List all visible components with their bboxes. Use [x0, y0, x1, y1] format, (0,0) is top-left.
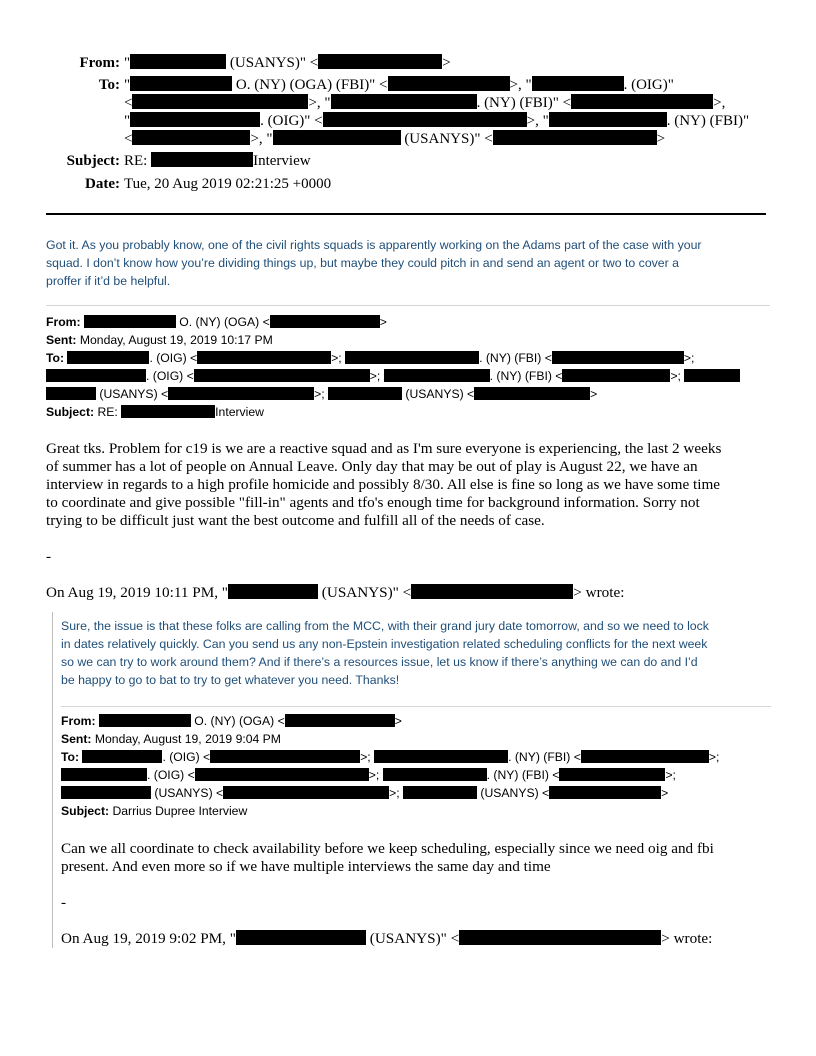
to-line: (USANYS) < >; (USANYS) < > — [46, 385, 740, 403]
message-body: Can we all coordinate to check availability before we keep scheduling, especially since we need oig and fbi present. And even more so if we have multiple interviews the same day and time — [61, 840, 714, 875]
signature-dash: - — [46, 548, 52, 565]
redaction — [411, 584, 573, 599]
redaction — [571, 94, 713, 109]
message-divider — [61, 706, 771, 707]
redaction — [559, 768, 665, 781]
redaction — [236, 930, 366, 945]
redaction — [130, 76, 232, 91]
to-line-3: " . (OIG)" < >, " . (NY) (FBI)" — [124, 113, 750, 129]
subject-label: Subject: — [66, 153, 120, 169]
redaction — [285, 714, 395, 727]
to-line-2: < >, " . (NY) (FBI)" < >, — [124, 95, 726, 111]
redaction — [270, 315, 380, 328]
redaction — [318, 54, 442, 69]
redaction — [130, 54, 226, 69]
signature-dash: - — [61, 894, 67, 911]
redaction — [552, 351, 684, 364]
redaction — [223, 786, 389, 799]
redaction — [84, 315, 176, 328]
header-divider — [46, 213, 766, 215]
to-line: . (OIG) < >; . (NY) (FBI) < >; — [61, 766, 719, 784]
quote-attribution: On Aug 19, 2019 10:11 PM, " (USANYS)" < > wrote: — [46, 584, 625, 601]
redaction — [328, 387, 402, 400]
redaction — [46, 369, 146, 382]
to-line-4: < >, " (USANYS)" < > — [124, 131, 666, 147]
to-line: To: . (OIG) < >; . (NY) (FBI) < >; — [61, 750, 720, 764]
message-body: Great tks. Problem for c19 is we are a reactive squad and as I'm sure everyone is experiencing, the last 2 weeks of summer has a lot of people on Annual Leave. Only day that may be out of play is August 22, we have an interview in regards to a high profile homicide and possibly 8/30. All else is fine so long as we have some time to coordinate and give possible "fill-in" agents and tfo's enough time for background information. Sorry not trying to be difficult just want the best outcome and fulfill all of the needs of case. — [46, 440, 722, 529]
redaction — [459, 930, 661, 945]
to-line: To: . (OIG) < >; . (NY) (FBI) < >; — [46, 351, 695, 365]
sent-line: Sent: Monday, August 19, 2019 9:04 PM — [61, 732, 281, 746]
redaction — [121, 405, 215, 418]
redaction — [684, 369, 740, 382]
redaction — [67, 351, 149, 364]
redaction — [383, 768, 487, 781]
redaction — [228, 584, 318, 599]
redaction — [374, 750, 508, 763]
redaction — [273, 130, 401, 145]
redaction — [168, 387, 314, 400]
from-line: From: O. (NY) (OGA) < > — [61, 714, 402, 728]
message-header — [46, 313, 740, 421]
redaction — [532, 76, 624, 91]
date-value: Tue, 20 Aug 2019 02:21:25 +0000 — [124, 176, 332, 192]
redaction — [562, 369, 670, 382]
subject-value: RE: Interview — [124, 153, 311, 169]
redaction — [132, 130, 250, 145]
redaction — [82, 750, 162, 763]
redaction — [388, 76, 510, 91]
redaction — [197, 351, 331, 364]
quote-bar — [52, 612, 53, 948]
redaction — [384, 369, 490, 382]
redaction — [61, 786, 151, 799]
redaction — [549, 786, 661, 799]
redaction — [99, 714, 191, 727]
redaction — [403, 786, 477, 799]
message-header — [61, 712, 719, 820]
redaction — [194, 369, 370, 382]
redaction — [132, 94, 308, 109]
quote-attribution: On Aug 19, 2019 9:02 PM, " (USANYS)" < > wrote: — [61, 930, 713, 947]
redaction — [210, 750, 360, 763]
redaction — [151, 152, 253, 167]
to-line: . (OIG) < >; . (NY) (FBI) < >; — [46, 367, 740, 385]
subject-line: Subject: Darrius Dupree Interview — [61, 804, 248, 818]
sent-line: Sent: Monday, August 19, 2019 10:17 PM — [46, 333, 273, 347]
redaction — [46, 387, 96, 400]
reply-text: Got it. As you probably know, one of the civil rights squads is apparently working on the Adams part of the case with your squad. I don’t know how you’re dividing things up, but maybe they could pitch in and send an agent or two to cover a proffer if it’d be helpful. — [46, 238, 702, 288]
redaction — [331, 94, 477, 109]
message-divider — [46, 305, 770, 306]
redaction — [195, 768, 369, 781]
date-label: Date: — [85, 176, 120, 192]
redaction — [549, 112, 667, 127]
redaction — [323, 112, 527, 127]
redaction — [61, 768, 147, 781]
redaction — [581, 750, 709, 763]
from-label: From: — [79, 55, 120, 71]
quoted-reply-text: Sure, the issue is that these folks are calling from the MCC, with their grand jury date tomorrow, and so we need to lock in dates relatively quickly. Can you send us any non-Epstein investigation related scheduling conflicts for the next week so we can try to work around them? And if there’s a resources issue, let us know if there’s anything we can do and I’d be happy to go to bat to try to get whatever you need. Thanks! — [61, 619, 709, 687]
subject-line: Subject: RE: Interview — [46, 405, 264, 419]
to-line: (USANYS) < >; (USANYS) < > — [61, 784, 719, 802]
from-line: From: O. (NY) (OGA) < > — [46, 315, 387, 329]
redaction — [474, 387, 590, 400]
redaction — [493, 130, 657, 145]
from-value: " (USANYS)" < > — [124, 55, 451, 71]
redaction — [130, 112, 260, 127]
redaction — [345, 351, 479, 364]
to-line-1: " O. (NY) (OGA) (FBI)" < >, " . (OIG)" — [124, 77, 674, 93]
to-label: To: — [98, 77, 120, 93]
